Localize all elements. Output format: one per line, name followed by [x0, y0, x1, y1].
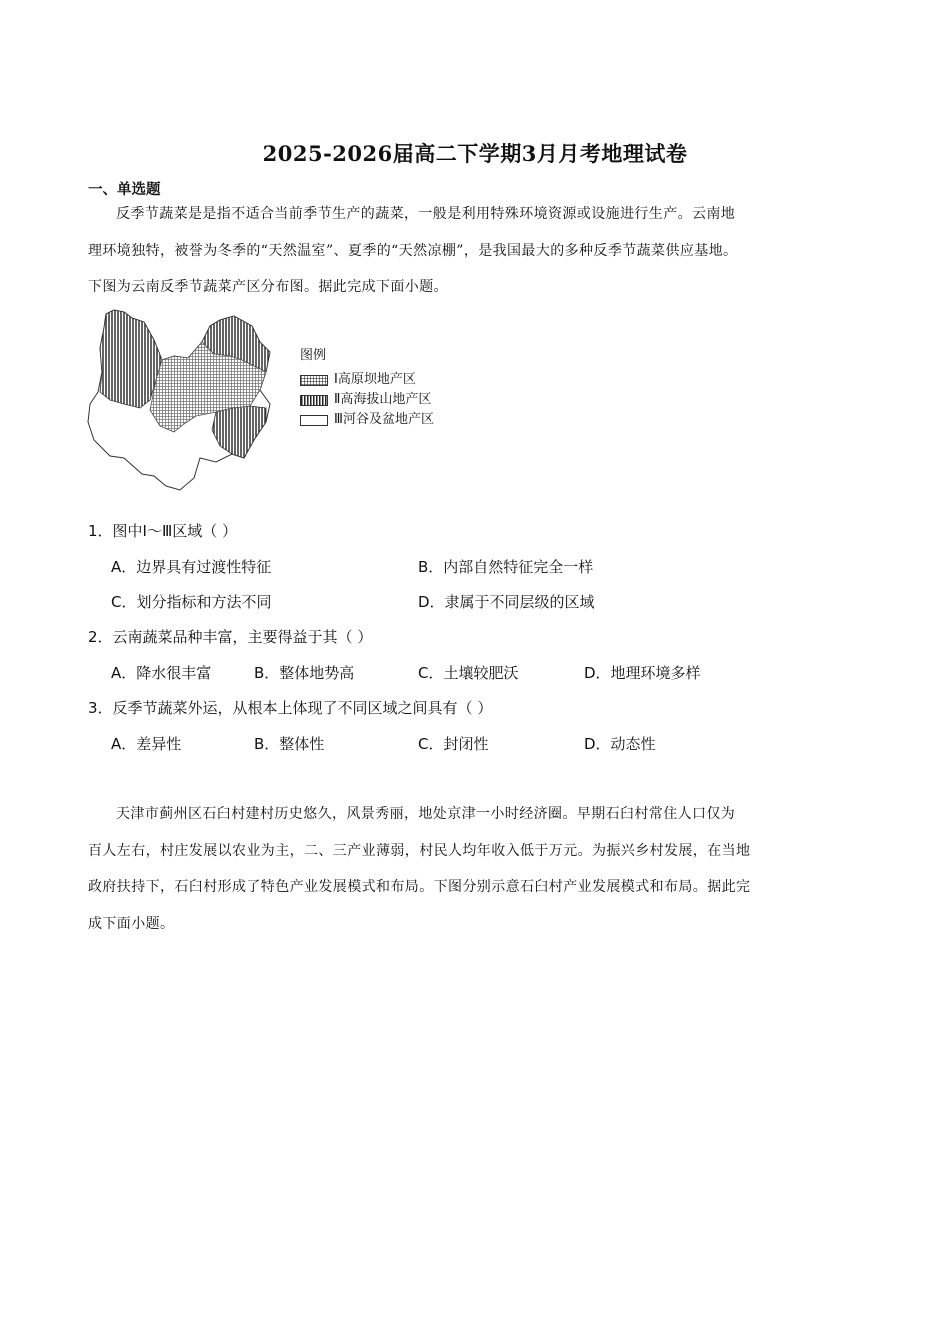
legend-item [300, 410, 434, 430]
passage-1 [88, 196, 868, 306]
option-d[interactable]: D．隶属于不同层级的区域 [418, 593, 595, 611]
legend-title: 图例 [300, 348, 327, 363]
option-d[interactable]: D．动态性 [584, 735, 656, 753]
option-c[interactable]: C．土壤较肥沃 [418, 664, 519, 682]
legend-label: Ⅱ高海拔山地产区 [334, 392, 432, 407]
page-title: 2025-2026届高二下学期3月月考地理试卷 [262, 141, 688, 166]
passage-2-line: 百人左右，村庄发展以农业为主，二、三产业薄弱，村民人均年收入低于万元。为振兴乡村发展，在当地 [88, 842, 751, 859]
passage-2 [88, 796, 868, 942]
map-legend [300, 346, 434, 430]
passage-1-line: 下图为云南反季节蔬菜产区分布图。据此完成下面小题。 [88, 279, 448, 295]
legend-item [300, 390, 434, 410]
legend-label: Ⅲ河谷及盆地产区 [334, 412, 434, 427]
passage-2-line: 天津市蓟州区石臼村建村历史悠久，风景秀丽，地处京津一小时经济圈。早期石臼村常住人口仅为 [116, 806, 736, 822]
legend-label: Ⅰ高原坝地产区 [334, 372, 416, 387]
legend-item [300, 370, 434, 390]
option-a[interactable]: A．边界具有过渡性特征 [111, 558, 272, 576]
blank-swatch [300, 415, 328, 426]
option-c[interactable]: C．划分指标和方法不同 [111, 593, 272, 611]
passage-1-line: 理环境独特，被誉为冬季的“天然温室”、夏季的“天然凉棚”，是我国最大的多种反季节蔬菜供应基地。 [88, 242, 738, 259]
option-b[interactable]: B．整体地势高 [254, 664, 355, 682]
option-d[interactable]: D．地理环境多样 [584, 664, 701, 682]
option-b[interactable]: B．内部自然特征完全一样 [418, 558, 594, 576]
option-a[interactable]: A．降水很丰富 [111, 664, 212, 682]
yunnan-vegetable-region-map [84, 308, 284, 494]
question-stem: 2．云南蔬菜品种丰富，主要得益于其（ ） [88, 628, 373, 646]
vertical-lines-swatch [300, 395, 328, 406]
question-stem: 3．反季节蔬菜外运，从根本上体现了不同区域之间具有（ ） [88, 699, 493, 717]
passage-2-line: 政府扶持下，石臼村形成了特色产业发展模式和布局。下图分别示意石臼村产业发展模式和布局。据此完 [88, 879, 751, 895]
option-c[interactable]: C．封闭性 [418, 735, 489, 753]
question-stem: 1．图中Ⅰ～Ⅲ区域（ ） [88, 522, 238, 540]
section-heading: 一、单选题 [88, 182, 161, 198]
passage-2-line: 成下面小题。 [88, 915, 175, 932]
option-a[interactable]: A．差异性 [111, 735, 182, 753]
passage-1-line: 反季节蔬菜是是指不适合当前季节生产的蔬菜，一般是利用特殊环境资源或设施进行生产。云南地 [116, 206, 736, 222]
option-b[interactable]: B．整体性 [254, 735, 325, 753]
grid-pattern-swatch [300, 375, 328, 386]
